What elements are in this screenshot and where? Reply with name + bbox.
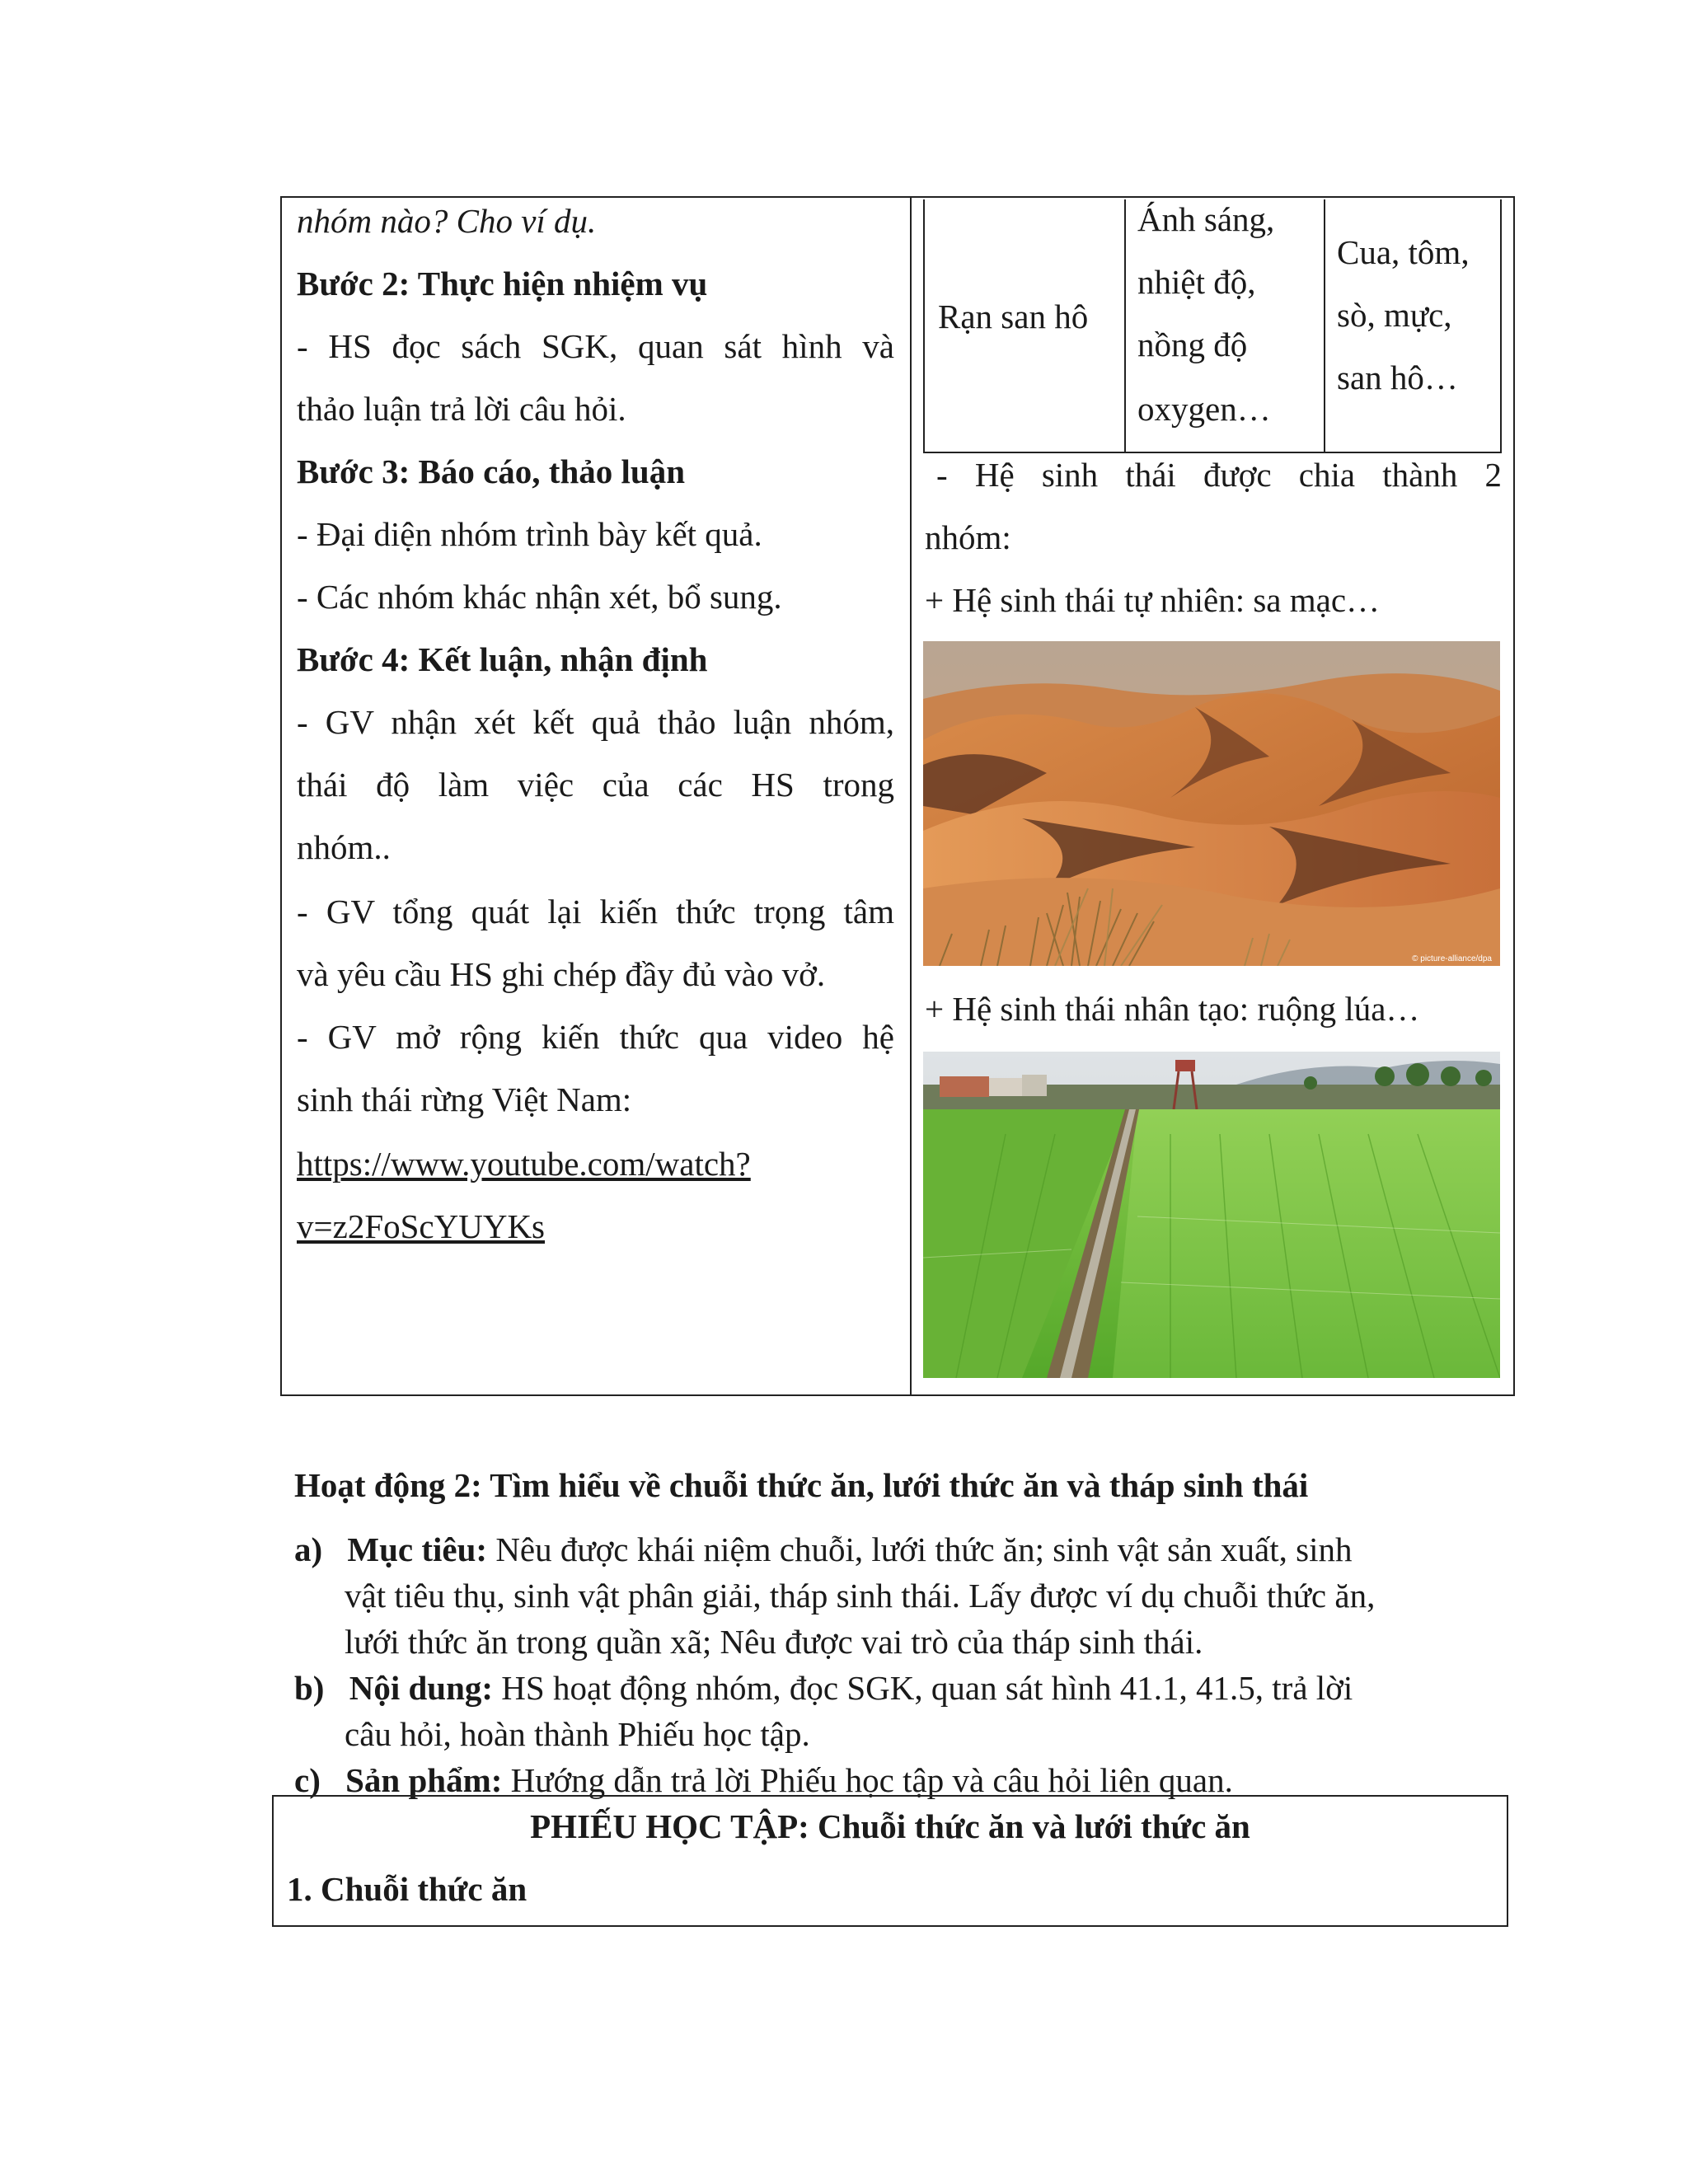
ecosystem-name: Rạn san hô xyxy=(938,298,1089,335)
activity2-title: Hoạt động 2: Tìm hiểu về chuỗi thức ăn, lưới thức ăn và tháp sinh thái xyxy=(294,1466,1309,1504)
video-link[interactable]: https://www.youtube.com/watch? xyxy=(297,1145,751,1183)
desert-photo xyxy=(923,641,1500,966)
table-divider xyxy=(1124,199,1126,452)
activity-table xyxy=(280,196,1515,1396)
step4-line: và yêu cầu HS ghi chép đầy đủ vào vở. xyxy=(297,955,826,993)
step4-line: thái độ làm việc của các HS trong xyxy=(297,766,894,804)
list-marker: c) xyxy=(294,1761,321,1799)
step4-line: - GV nhận xét kết quả thảo luận nhóm, xyxy=(297,703,894,741)
product-text: Hướng dẫn trả lời Phiếu học tập và câu hỏi liên quan. xyxy=(502,1761,1233,1799)
step4-line: nhóm.. xyxy=(297,828,391,866)
content-item xyxy=(294,1668,1353,1708)
question-line: nhóm nào? Cho ví dụ. xyxy=(297,202,597,240)
list-marker: b) xyxy=(294,1669,325,1707)
step3-line: - Các nhóm khác nhận xét, bổ sung. xyxy=(297,578,782,616)
step4-line: sinh thái rừng Việt Nam: xyxy=(297,1080,632,1118)
step2-title: Bước 2: Thực hiện nhiệm vụ xyxy=(297,265,708,302)
worksheet-title: PHIẾU HỌC TẬP: Chuỗi thức ăn và lưới thức ăn xyxy=(530,1807,1250,1845)
video-link[interactable]: v=z2FoScYUYKs xyxy=(297,1207,546,1245)
groups-line: nhóm: xyxy=(925,518,1011,556)
step3-title: Bước 3: Báo cáo, thảo luận xyxy=(297,452,685,490)
ecosystem-table xyxy=(923,199,1502,453)
rice-field-photo xyxy=(923,1052,1500,1378)
step4-line: - GV mở rộng kiến thức qua video hệ xyxy=(297,1018,894,1056)
list-marker: a) xyxy=(294,1530,323,1568)
factor-line: oxygen… xyxy=(1137,390,1271,428)
product-item xyxy=(294,1760,1233,1800)
objective-text: vật tiêu thụ, sinh vật phân giải, tháp sinh thái. Lấy được ví dụ chuỗi thức ăn, xyxy=(345,1577,1376,1615)
objective-label: Mục tiêu: xyxy=(347,1530,488,1568)
worksheet-box xyxy=(272,1795,1508,1927)
organism-line: Cua, tôm, xyxy=(1337,233,1470,271)
step2-line: thảo luận trả lời câu hỏi. xyxy=(297,390,626,428)
content-label: Nội dung: xyxy=(349,1669,494,1707)
artificial-ecosystem: + Hệ sinh thái nhân tạo: ruộng lúa… xyxy=(925,990,1420,1028)
photo-credit: © picture-alliance/dpa xyxy=(1412,954,1492,963)
groups-line: - Hệ sinh thái được chia thành 2 xyxy=(936,456,1502,494)
factor-line: nồng độ xyxy=(1137,326,1248,363)
objective-text: Nêu được khái niệm chuỗi, lưới thức ăn; sinh vật sản xuất, sinh xyxy=(487,1530,1353,1568)
step4-title: Bước 4: Kết luận, nhận định xyxy=(297,640,708,678)
organism-line: sò, mực, xyxy=(1337,296,1452,334)
factor-line: nhiệt độ, xyxy=(1137,263,1256,301)
step3-line: - Đại diện nhóm trình bày kết quả. xyxy=(297,515,762,553)
objective-item xyxy=(294,1530,1353,1569)
content-text: HS hoạt động nhóm, đọc SGK, quan sát hình 41.1, 41.5, trả lời xyxy=(493,1669,1353,1707)
step4-line: - GV tổng quát lại kiến thức trọng tâm xyxy=(297,893,894,930)
objective-text: lưới thức ăn trong quần xã; Nêu được vai trò của tháp sinh thái. xyxy=(345,1623,1203,1661)
product-label: Sản phẩm: xyxy=(345,1761,503,1799)
content-text: câu hỏi, hoàn thành Phiếu học tập. xyxy=(345,1715,810,1753)
step2-line: - HS đọc sách SGK, quan sát hình và xyxy=(297,327,894,365)
organism-line: san hô… xyxy=(1337,359,1458,396)
column-divider xyxy=(910,198,912,1394)
factor-line: Ánh sáng, xyxy=(1137,200,1275,238)
worksheet-section: 1. Chuỗi thức ăn xyxy=(287,1870,528,1908)
table-divider xyxy=(1324,199,1325,452)
natural-ecosystem: + Hệ sinh thái tự nhiên: sa mạc… xyxy=(925,581,1381,619)
